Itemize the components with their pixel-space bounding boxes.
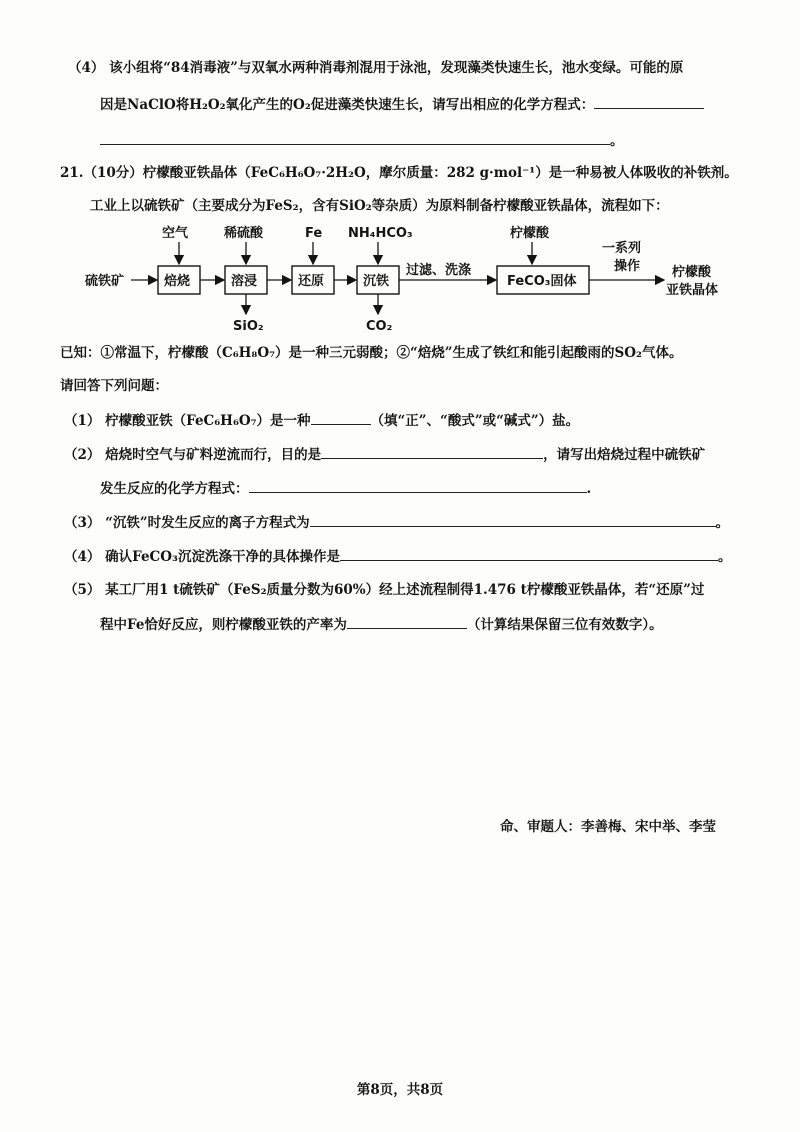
flow-box-leach: 溶浸	[231, 274, 258, 289]
footer-page-number: 第8页，共8页	[356, 1082, 444, 1098]
flow-input-fe: Fe	[305, 226, 323, 241]
q21-part-1	[64, 410, 579, 431]
q21-part-3	[64, 512, 729, 533]
footer-authors: 命、审题人：李善梅、宋中举、李莹	[500, 819, 716, 835]
q21-part-2-line-2-text: 发生反应的化学方程式：	[100, 481, 249, 497]
q21-part-2-blank-2[interactable]	[249, 478, 587, 493]
q21-part-2-line-1	[64, 444, 705, 465]
flow-product-1: 柠檬酸	[672, 265, 712, 280]
q21-part-2-line-2	[100, 478, 591, 499]
q21-prompt: 请回答下列问题：	[60, 378, 168, 394]
flow-start-label: 硫铁矿	[85, 274, 125, 289]
q21-part-4-end: 。	[717, 549, 732, 565]
q21-part-1-end: （填“正”、“酸式”或“碱式”）盐。	[370, 413, 580, 429]
q21-part-5-end: （计算结果保留三位有效数字）。	[466, 617, 663, 633]
q21-part-5-line-2-text: 程中Fe恰好反应，则柠檬酸亚铁的产率为	[100, 617, 347, 633]
q21-part-5-blank[interactable]	[347, 614, 467, 629]
flow-step-series-2: 操作	[614, 259, 641, 274]
flow-output-sio2: SiO₂	[233, 319, 264, 334]
q21-part-4	[64, 546, 731, 567]
q21-part-5-line-2	[100, 614, 663, 635]
q21-part-3-blank[interactable]	[310, 512, 716, 527]
flow-box-feco3: FeCO₃固体	[507, 274, 577, 289]
q4-line-1: （4） 该小组将“84消毒液”与双氧水两种消毒剂混用于泳池，发现藻类快速生长，池水变绿。可能的原	[68, 60, 684, 76]
q4-line-3-end: 。	[610, 133, 624, 149]
flow-input-acid: 稀硫酸	[224, 226, 264, 241]
q21-header: 21.（10分）柠檬酸亚铁晶体（FeC₆H₆O₇·2H₂O，摩尔质量：282 g·mol⁻¹）是一种易被人体吸收的补铁剂。	[60, 165, 738, 181]
q21-part-1-text: （1） 柠檬酸亚铁（FeC₆H₆O₇）是一种	[64, 413, 311, 429]
flow-output-co2: CO₂	[366, 319, 393, 334]
q21-part-1-blank[interactable]	[311, 410, 371, 425]
q21-part-3-text: （3） “沉铁”时发生反应的离子方程式为	[64, 515, 310, 531]
flow-box-reduce: 还原	[298, 274, 325, 289]
q21-part-2-blank-1[interactable]	[321, 444, 543, 459]
q21-intro: 工业上以硫铁矿（主要成分为FeS₂，含有SiO₂等杂质）为原料制备柠檬酸亚铁晶体，流程如下：	[90, 198, 669, 214]
flow-product-2: 亚铁晶体	[666, 283, 719, 298]
q21-known: 已知：①常温下，柠檬酸（C₆H₈O₇）是一种三元弱酸；②“焙烧”生成了铁红和能引起酸雨的SO₂气体。	[60, 345, 683, 361]
flow-box-precipitate: 沉铁	[363, 274, 390, 289]
flow-step-series-1: 一系列	[602, 241, 642, 256]
flow-input-nh4hco3: NH₄HCO₃	[348, 226, 413, 241]
flow-box-roast: 焙烧	[164, 274, 191, 289]
q21-part-4-blank[interactable]	[340, 546, 718, 561]
process-flow-diagram	[0, 0, 800, 345]
q21-part-2-text: （2） 焙烧时空气与矿料逆流而行，目的是	[64, 447, 322, 463]
flow-input-citric-acid: 柠檬酸	[510, 226, 550, 241]
q21-part-3-end: 。	[715, 515, 730, 531]
q4-line-2-text: 因是NaClO将H₂O₂氧化产生的O₂促进藻类快速生长，请写出相应的化学方程式：	[100, 97, 595, 113]
q21-part-4-text: （4） 确认FeCO₃沉淀洗涤干净的具体操作是	[64, 549, 340, 565]
flow-step-filter: 过滤、洗涤	[406, 263, 472, 278]
q21-part-2-end: .	[586, 481, 592, 497]
q21-part-2-mid: ，请写出焙烧过程中硫铁矿	[543, 447, 706, 463]
q21-part-5-line-1: （5） 某工厂用1 t硫铁矿（FeS₂质量分数为60%）经上述流程制得1.476 t柠檬酸亚铁晶体，若“还原”过	[64, 582, 705, 598]
flow-input-air: 空气	[162, 226, 189, 241]
